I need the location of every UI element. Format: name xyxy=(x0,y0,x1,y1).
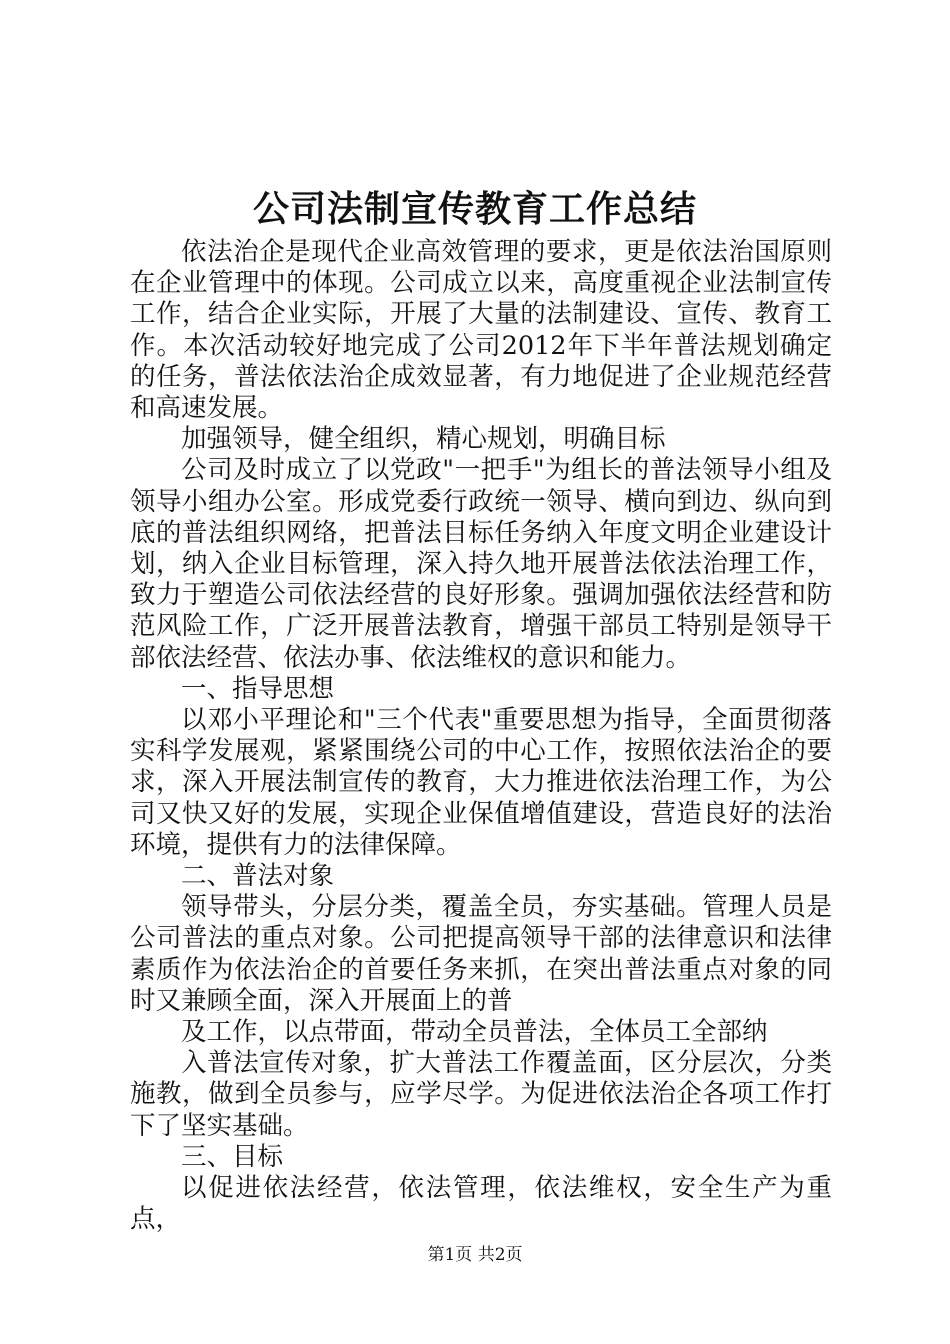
paragraph-audience-cont-2: 入普法宣传对象，扩大普法工作覆盖面，区分层次，分类施教，做到全员参与，应学尽学。为促进依法治企各项工作打下了坚实基础。 xyxy=(130,1048,832,1141)
page-number-footer: 第1页 共2页 xyxy=(427,1245,523,1265)
paragraph-goals: 以促进依法经营，依法管理，依法维权，安全生产为重点， xyxy=(130,1173,832,1235)
section-heading-guiding-thought: 一、指导思想 xyxy=(181,673,335,704)
paragraph-heading-leadership: 加强领导，健全组织，精心规划，明确目标 xyxy=(181,424,666,455)
document-body xyxy=(130,237,832,1236)
section-heading-audience: 二、普法对象 xyxy=(181,861,335,892)
paragraph-leadership: 公司及时成立了以党政"一把手"为组长的普法领导小组及领导小组办公室。形成党委行政统一领导、横向到边、纵向到底的普法组织网络，把普法目标任务纳入年度文明企业建设计划，纳入企业目标管理，深入持久地开展普法依法治理工作，致力于塑造公司依法经营的良好形象。强调加强依法经营和防范风险工作，广泛开展普法教育，增强干部员工特别是领导干部依法经营、依法办事、依法维权的意识和能力。 xyxy=(130,455,832,673)
paragraph-guiding-thought: 以邓小平理论和"三个代表"重要思想为指导，全面贯彻落实科学发展观，紧紧围绕公司的中心工作，按照依法治企的要求，深入开展法制宣传的教育，大力推进依法治理工作，为公司又快又好的发展，实现企业保值增值建设，营造良好的法治环境，提供有力的法律保障。 xyxy=(130,705,832,860)
paragraph-audience-cont-1: 及工作，以点带面，带动全员普法，全体员工全部纳 xyxy=(181,1017,768,1048)
paragraph-audience: 领导带头，分层分类，覆盖全员，夯实基础。管理人员是公司普法的重点对象。公司把提高领导干部的法律意识和法律素质作为依法治企的首要任务来抓，在突出普法重点对象的同时又兼顾全面，深入开展面上的普 xyxy=(130,892,832,1016)
paragraph-intro: 依法治企是现代企业高效管理的要求，更是依法治国原则在企业管理中的体现。公司成立以来，高度重视企业法制宣传工作，结合企业实际，开展了大量的法制建设、宣传、教育工作。本次活动较好地完成了公司2012年下半年普法规划确定的任务，普法依法治企成效显著，有力地促进了企业规范经营和高速发展。 xyxy=(130,237,832,424)
document-title: 公司法制宣传教育工作总结 xyxy=(252,188,697,230)
section-heading-goals: 三、目标 xyxy=(181,1141,284,1172)
